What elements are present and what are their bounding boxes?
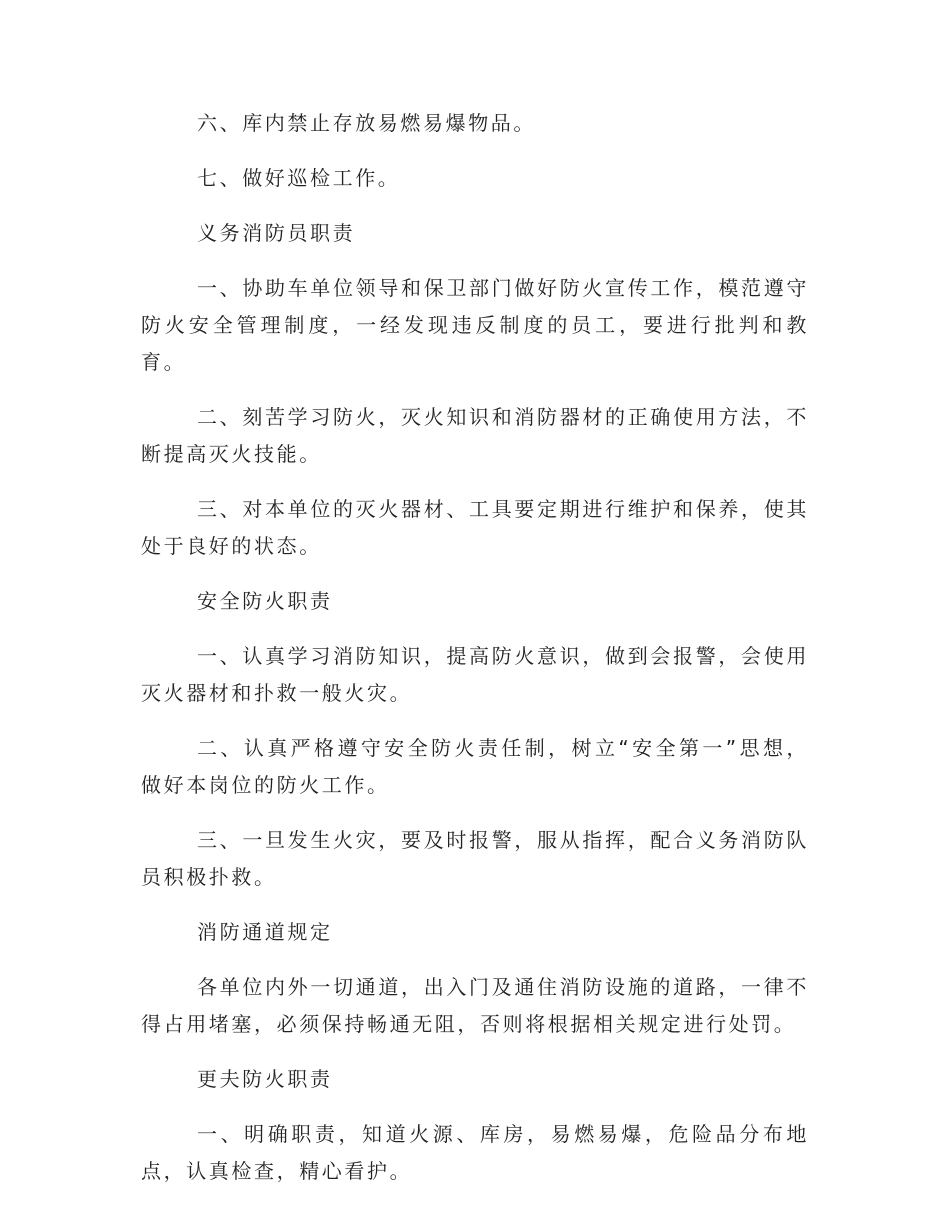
section-heading-volunteer-firefighter: 义务消防员职责: [197, 221, 356, 245]
paragraph-rule-seven: 七、做好巡检工作。: [197, 166, 401, 190]
paragraph-night-watchman-one: 一、明确职责，知道火源、库房，易燃易爆，危险品分布地点，认真检查，精心看护。: [141, 1122, 809, 1183]
paragraph-volunteer-duty-three: 三、对本单位的灭火器材、工具要定期进行维护和保养，使其处于良好的状态。: [141, 497, 809, 558]
section-heading-fire-safety: 安全防火职责: [197, 589, 333, 613]
paragraph-fire-safety-three: 三、一旦发生火灾，要及时报警，服从指挥，配合义务消防队员积极扑救。: [141, 828, 809, 889]
paragraph-fire-passage-rule: 各单位内外一切通道，出入门及通住消防设施的道路，一律不得占用堵塞，必须保持畅通无阻，否则将根据相关规定进行处罚。: [141, 975, 809, 1036]
section-heading-fire-passage: 消防通道规定: [197, 920, 333, 944]
paragraph-volunteer-duty-one: 一、协助车单位领导和保卫部门做好防火宣传工作，模范遵守防火安全管理制度，一经发现违反制度的员工，要进行批判和教育。: [141, 276, 809, 374]
paragraph-rule-six: 六、库内禁止存放易燃易爆物品。: [197, 111, 536, 135]
document-body: [141, 105, 809, 1208]
section-heading-night-watchman: 更夫防火职责: [197, 1067, 333, 1091]
paragraph-volunteer-duty-two: 二、刻苦学习防火，灭火知识和消防器材的正确使用方法，不断提高灭火技能。: [141, 405, 809, 466]
paragraph-fire-safety-two: 二、认真严格遵守安全防火责任制，树立“安全第一”思想，做好本岗位的防火工作。: [141, 736, 809, 797]
paragraph-fire-safety-one: 一、认真学习消防知识，提高防火意识，做到会报警，会使用灭火器材和扑救一般火灾。: [141, 644, 809, 705]
